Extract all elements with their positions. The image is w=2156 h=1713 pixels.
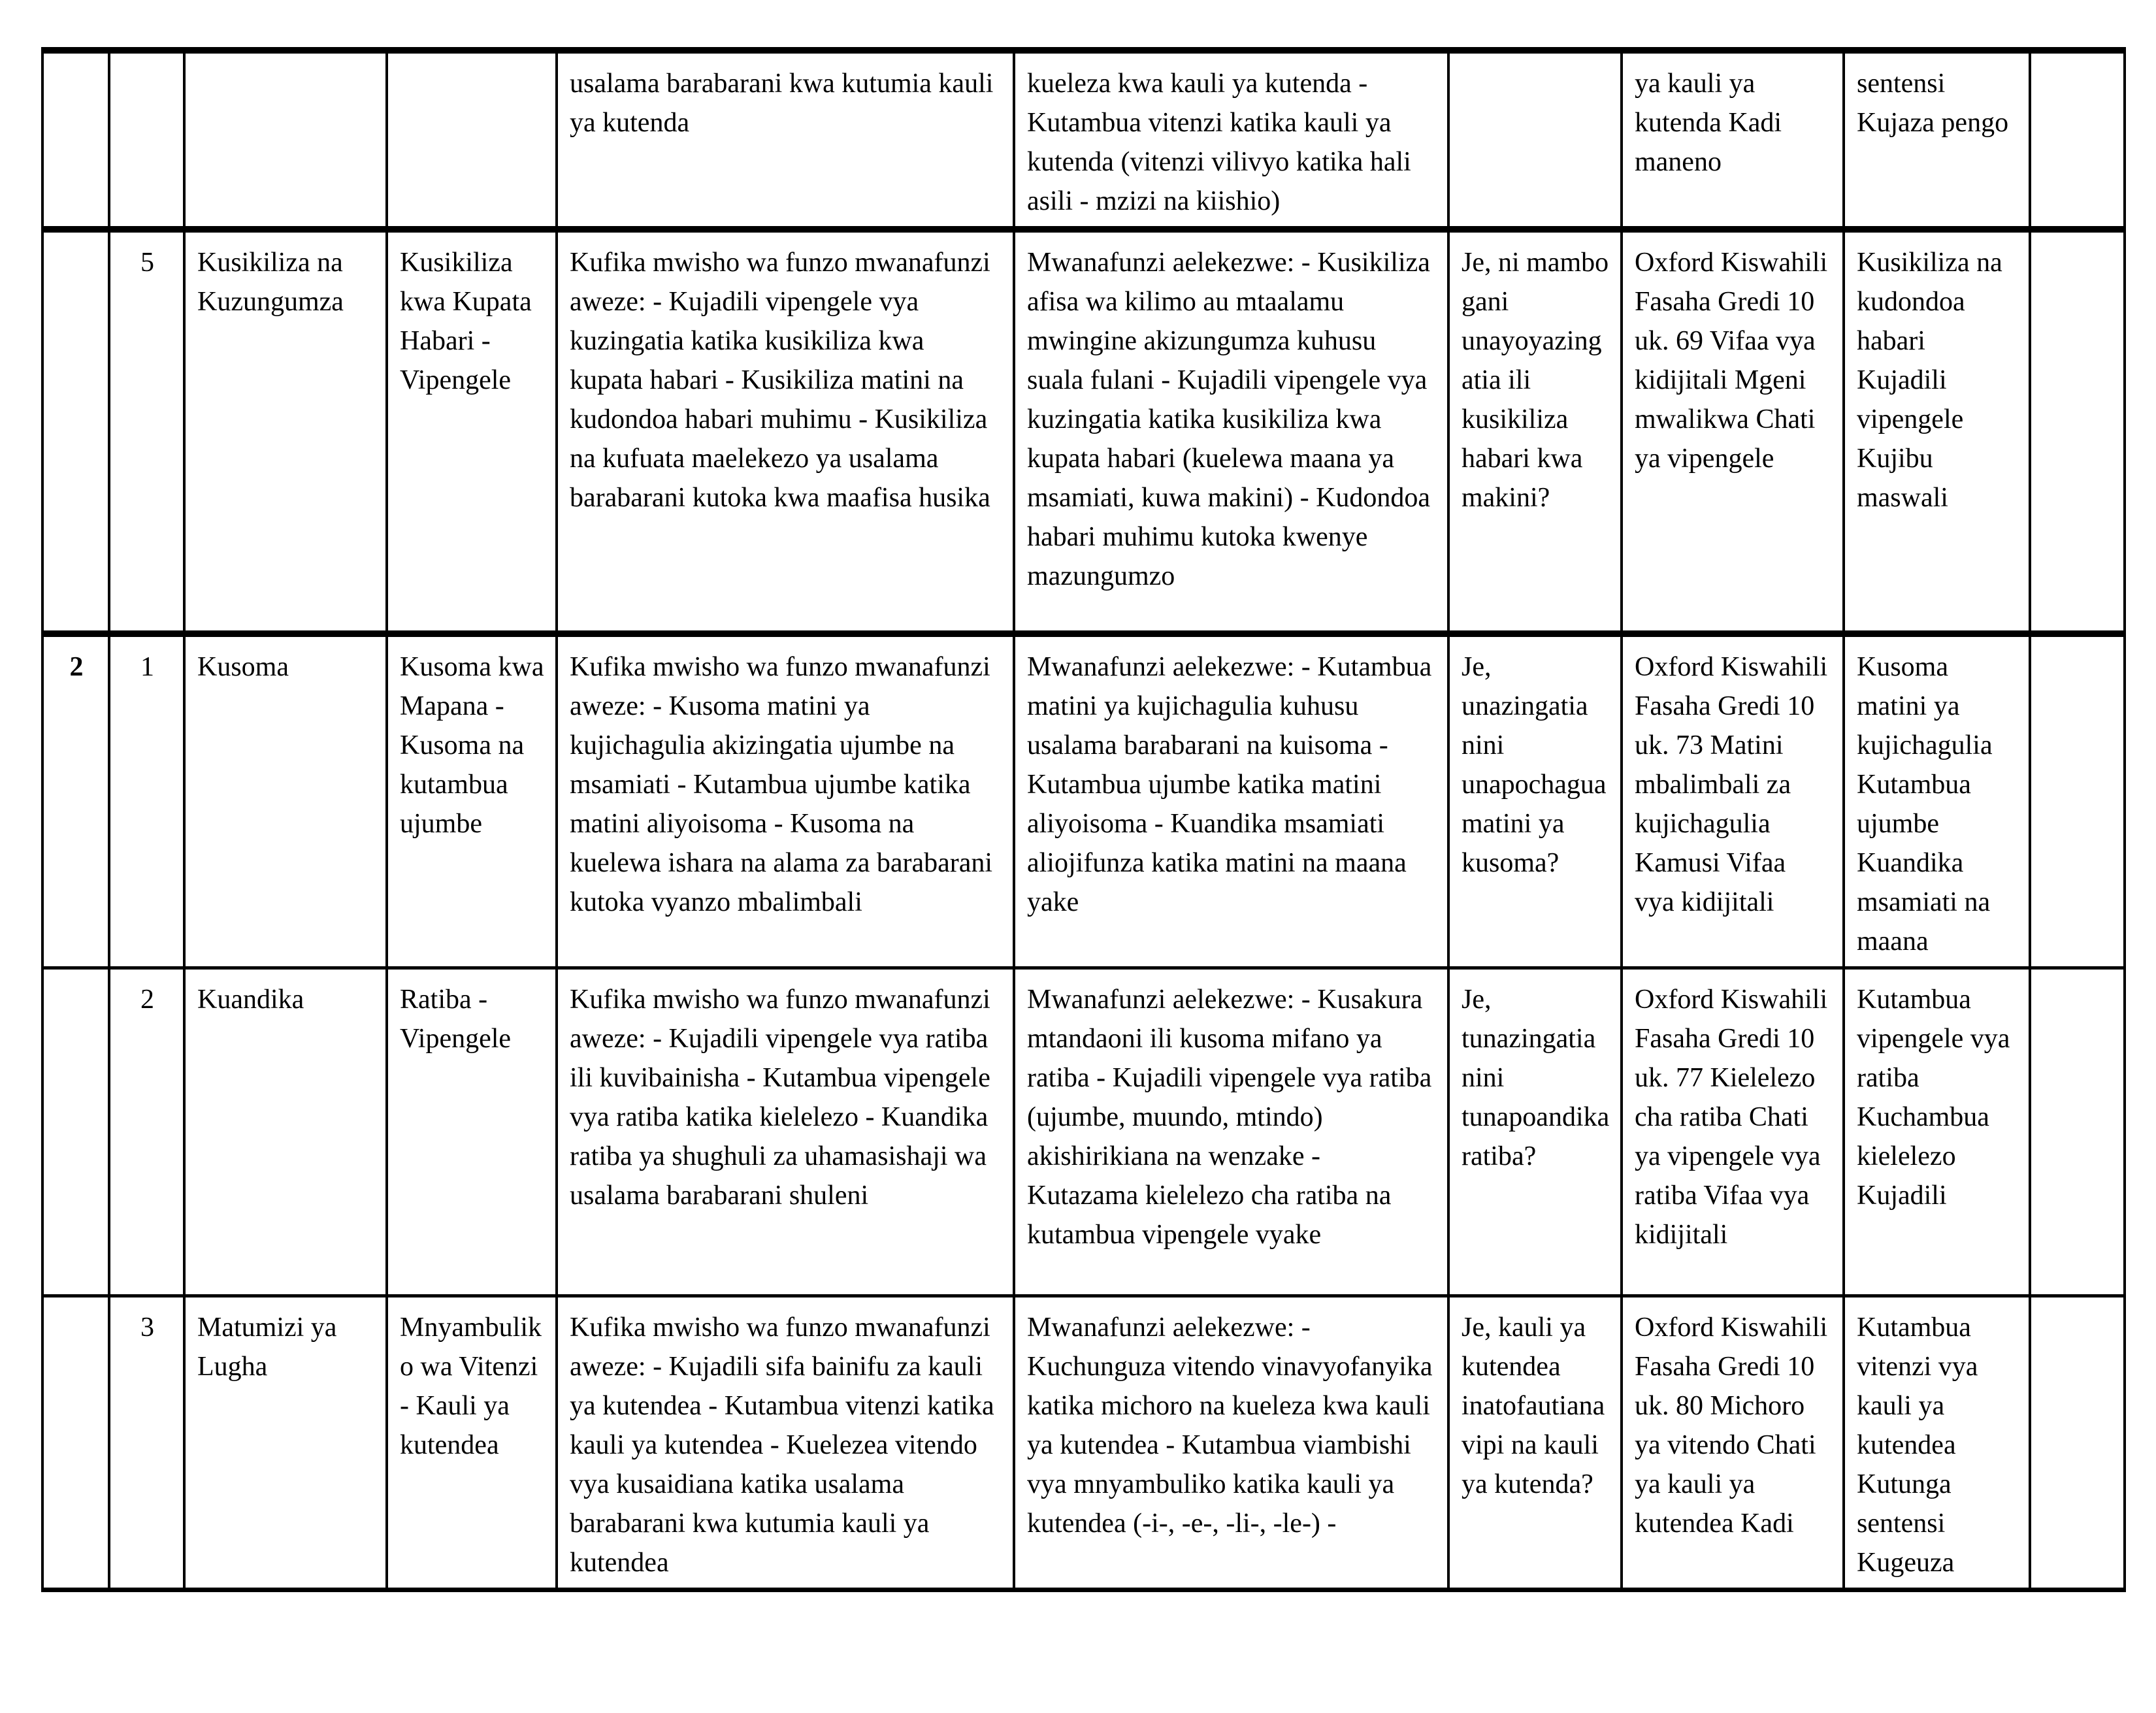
scheme-of-work-table [41, 47, 2126, 1592]
cell-resources: Oxford Kiswahili Fasaha Gredi 10 uk. 69 Vifaa vya kidijitali Mgeni mwalikwa Chati ya vipengele [1622, 229, 1844, 634]
cell-objectives: Kufika mwisho wa funzo mwanafunzi aweze: - Kujadili sifa bainifu za kauli ya kutendea - Kutambua vitenzi katika kauli ya kutendea - Kuelezea vitendo vya kusaidiana katika usalama barabarani kwa kutumia kauli ya kutendea [557, 1296, 1014, 1590]
cell-lesson: 1 [109, 634, 184, 968]
cell-inquiry-question: Je, kauli ya kutendea inatofautiana vipi na kauli ya kutenda? [1448, 1296, 1622, 1590]
cell-activities: kueleza kwa kauli ya kutenda - Kutambua vitenzi katika kauli ya kutenda (vitenzi vilivyo katika hali asili - mzizi na kiishio) [1014, 50, 1448, 229]
cell-remarks [2030, 229, 2125, 634]
cell-remarks [2030, 50, 2125, 229]
cell-subtopic: Kusoma kwa Mapana - Kusoma na kutambua ujumbe [387, 634, 557, 968]
cell-inquiry-question: Je, unazingatia nini unapochagua matini ya kusoma? [1448, 634, 1622, 968]
table-row [42, 968, 2125, 1296]
cell-resources: ya kauli ya kutenda Kadi maneno [1622, 50, 1844, 229]
cell-objectives: Kufika mwisho wa funzo mwanafunzi aweze: - Kujadili vipengele vya kuzingatia katika kusikiliza kwa kupata habari - Kusikiliza matini na kudondoa habari muhimu - Kusikiliza na kufuata maelekezo ya usalama barabarani kutoka kwa maafisa husika [557, 229, 1014, 634]
cell-resources: Oxford Kiswahili Fasaha Gredi 10 uk. 80 Michoro ya vitendo Chati ya kauli ya kutendea Kadi [1622, 1296, 1844, 1590]
cell-topic [184, 50, 387, 229]
table-row [42, 50, 2125, 229]
cell-remarks [2030, 634, 2125, 968]
cell-activities: Mwanafunzi aelekezwe: - Kusakura mtandaoni ili kusoma mifano ya ratiba - Kujadili vipengele vya ratiba (ujumbe, muundo, mtindo) akishirikiana na wenzake - Kutazama kielelezo cha ratiba na kutambua vipengele vyake [1014, 968, 1448, 1296]
cell-lesson: 3 [109, 1296, 184, 1590]
cell-objectives: Kufika mwisho wa funzo mwanafunzi aweze: - Kujadili vipengele vya ratiba ili kuvibainisha - Kutambua vipengele vya ratiba katika kielelezo - Kuandika ratiba ya shughuli za uhamasishaji wa usalama barabarani shuleni [557, 968, 1014, 1296]
cell-assessment: Kusoma matini ya kujichagulia Kutambua ujumbe Kuandika msamiati na maana [1844, 634, 2030, 968]
cell-activities: Mwanafunzi aelekezwe: - Kutambua matini ya kujichagulia kuhusu usalama barabarani na kuisoma - Kutambua ujumbe katika matini aliyoisoma - Kuandika msamiati aliojifunza katika matini na maana yake [1014, 634, 1448, 968]
cell-week: 2 [42, 634, 109, 968]
table-row [42, 229, 2125, 634]
cell-lesson: 5 [109, 229, 184, 634]
cell-assessment: Kutambua vitenzi vya kauli ya kutendea Kutunga sentensi Kugeuza [1844, 1296, 2030, 1590]
cell-activities: Mwanafunzi aelekezwe: - Kusikiliza afisa wa kilimo au mtaalamu mwingine akizungumza kuhusu suala fulani - Kujadili vipengele vya kuzingatia katika kusikiliza kwa kupata habari (kuelewa maana ya msamiati, kuwa makini) - Kudondoa habari muhimu kutoka kwenye mazungumzo [1014, 229, 1448, 634]
cell-remarks [2030, 968, 2125, 1296]
cell-activities: Mwanafunzi aelekezwe: - Kuchunguza vitendo vinavyofanyika katika michoro na kueleza kwa kauli ya kutendea - Kutambua viambishi vya mnyambuliko katika kauli ya kutendea (-i-, -e-, -li-, -le-) - [1014, 1296, 1448, 1590]
cell-remarks [2030, 1296, 2125, 1590]
cell-topic: Kuandika [184, 968, 387, 1296]
cell-week [42, 1296, 109, 1590]
cell-subtopic: Mnyambuliko wa Vitenzi - Kauli ya kutendea [387, 1296, 557, 1590]
cell-lesson [109, 50, 184, 229]
cell-assessment: Kutambua vipengele vya ratiba Kuchambua kielelezo Kujadili [1844, 968, 2030, 1296]
cell-week [42, 50, 109, 229]
cell-topic: Kusikiliza na Kuzungumza [184, 229, 387, 634]
cell-inquiry-question: Je, ni mambo gani unayoyazingatia ili kusikiliza habari kwa makini? [1448, 229, 1622, 634]
cell-objectives: Kufika mwisho wa funzo mwanafunzi aweze: - Kusoma matini ya kujichagulia akizingatia ujumbe na msamiati - Kutambua ujumbe katika matini aliyoisoma - Kusoma na kuelewa ishara na alama za barabarani kutoka vyanzo mbalimbali [557, 634, 1014, 968]
table-row [42, 1296, 2125, 1590]
cell-lesson: 2 [109, 968, 184, 1296]
cell-inquiry-question [1448, 50, 1622, 229]
cell-subtopic: Ratiba - Vipengele [387, 968, 557, 1296]
cell-assessment: Kusikiliza na kudondoa habari Kujadili vipengele Kujibu maswali [1844, 229, 2030, 634]
cell-topic: Kusoma [184, 634, 387, 968]
cell-resources: Oxford Kiswahili Fasaha Gredi 10 uk. 73 Matini mbalimbali za kujichagulia Kamusi Vifaa vya kidijitali [1622, 634, 1844, 968]
cell-inquiry-question: Je, tunazingatia nini tunapoandika ratiba? [1448, 968, 1622, 1296]
cell-subtopic: Kusikiliza kwa Kupata Habari - Vipengele [387, 229, 557, 634]
table-row [42, 634, 2125, 968]
cell-week [42, 968, 109, 1296]
cell-subtopic [387, 50, 557, 229]
cell-topic: Matumizi ya Lugha [184, 1296, 387, 1590]
cell-assessment: sentensi Kujaza pengo [1844, 50, 2030, 229]
cell-week [42, 229, 109, 634]
cell-objectives: usalama barabarani kwa kutumia kauli ya kutenda [557, 50, 1014, 229]
cell-resources: Oxford Kiswahili Fasaha Gredi 10 uk. 77 Kielelezo cha ratiba Chati ya vipengele vya ratiba Vifaa vya kidijitali [1622, 968, 1844, 1296]
